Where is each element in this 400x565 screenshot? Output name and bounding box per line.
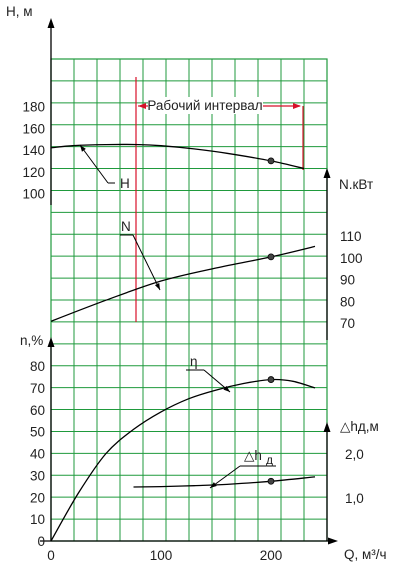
n-series-label: N <box>121 219 131 234</box>
dh-curve-point <box>268 478 274 484</box>
interval-arrow-right-head <box>293 103 301 109</box>
x-axis-tick: 0 <box>47 548 55 563</box>
grid <box>51 59 327 541</box>
h-axis-tick: 140 <box>22 143 45 158</box>
n-axis-label: N.кВт <box>339 177 374 192</box>
eta-axis-tick: 50 <box>29 424 45 440</box>
h-axis-tick: 180 <box>22 99 45 115</box>
n-axis-tick: 90 <box>340 272 356 288</box>
h-axis-tick: 160 <box>22 121 45 137</box>
h-label-arrowhead <box>80 145 86 152</box>
dh-series-label: △h <box>244 448 262 463</box>
interval-arrow-left-head <box>138 103 146 109</box>
n-axis-arrow <box>324 168 331 178</box>
eta-axis-tick: 40 <box>29 446 45 462</box>
h-axis-tick: 100 <box>22 186 45 202</box>
eta-axis-label: n,% <box>20 333 44 348</box>
h-label-leader <box>80 145 108 183</box>
n-curve <box>51 246 315 321</box>
eta-axis-tick: 80 <box>29 359 45 374</box>
eta-curve-point <box>268 377 274 383</box>
n-label-arrowhead <box>155 283 160 290</box>
x-axis-arrow <box>328 538 338 545</box>
x-axis-tick: 200 <box>259 548 283 563</box>
h-series-label: H <box>120 176 130 191</box>
eta-axis-tick: 70 <box>29 380 45 396</box>
dh-axis-label: △hд,м <box>340 419 379 434</box>
eta-axis-tick: 30 <box>29 468 45 484</box>
x-axis-label: Q, м³/ч <box>344 547 387 562</box>
dh-axis-tick: 2,0 <box>345 447 364 462</box>
n-axis-tick: 70 <box>340 316 356 331</box>
eta-curve <box>51 379 315 541</box>
dh-axis-tick: 1,0 <box>345 491 364 506</box>
x-axis-tick: 100 <box>149 548 173 563</box>
eta-series-label: η <box>190 354 198 369</box>
h-axis-arrow <box>48 18 55 28</box>
n-axis-tick: 80 <box>340 294 356 310</box>
eta-axis-tick: 0 <box>37 534 45 549</box>
eta-axis-tick: 20 <box>29 490 45 506</box>
h-axis-tick: 120 <box>22 164 45 180</box>
dh-series-label-subscript: д <box>266 453 274 467</box>
n-curve-point <box>268 254 274 260</box>
labels <box>6 4 387 563</box>
dh-curve <box>134 477 316 487</box>
n-label-leader <box>133 235 160 290</box>
eta-axis-arrow <box>48 337 55 347</box>
n-axis-tick: 100 <box>340 250 363 266</box>
h-axis-label: H, м <box>6 4 33 19</box>
dh-axis-arrow <box>324 422 331 432</box>
eta-axis-tick: 10 <box>29 512 45 528</box>
h-curve-point <box>268 158 274 164</box>
eta-axis-tick: 60 <box>29 402 45 418</box>
interval-label: Рабочий интервал <box>147 98 263 113</box>
n-axis-tick: 110 <box>340 229 362 244</box>
